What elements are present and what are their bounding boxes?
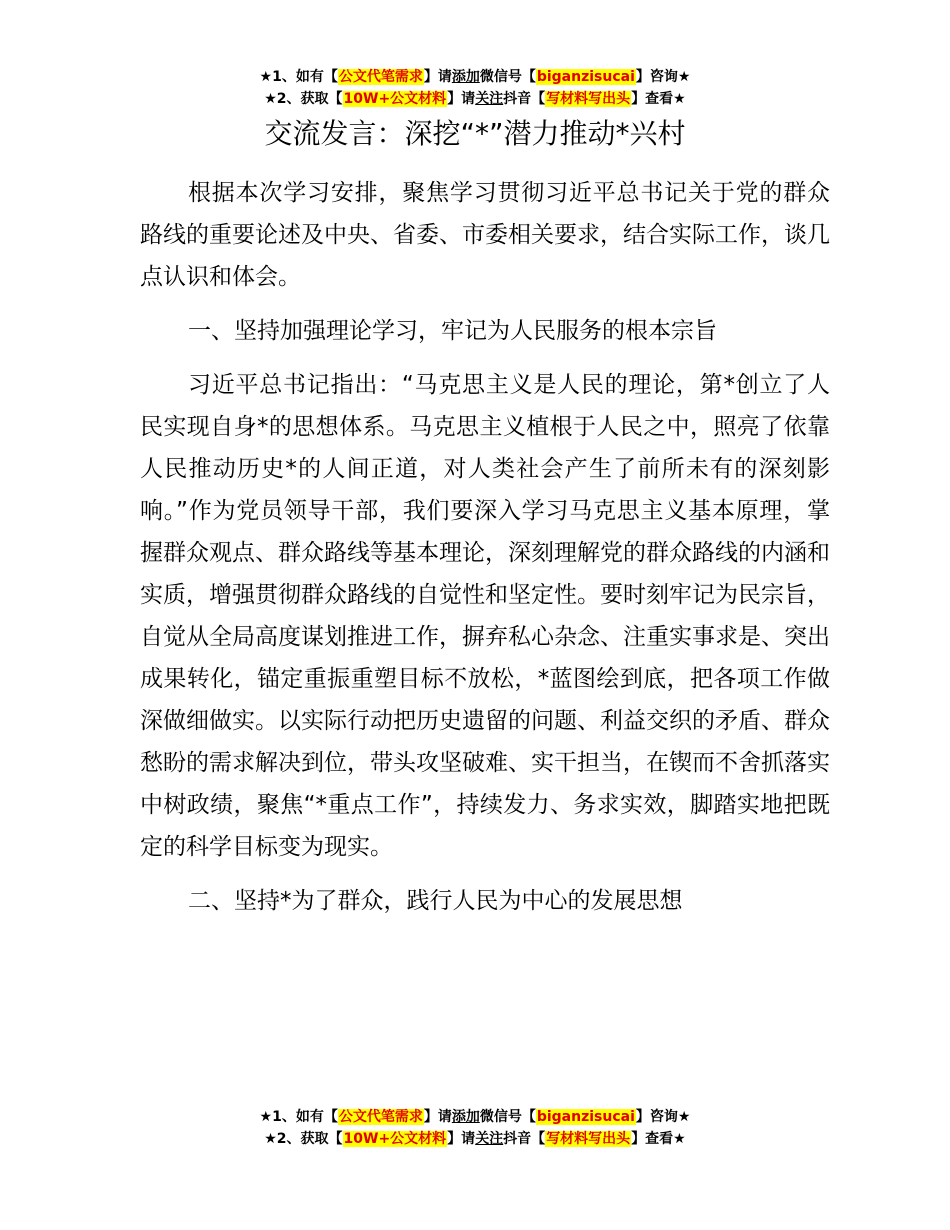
banner-line-2: ★2、获取【10W+公文材料】请关注抖音【写材料写出头】查看★ bbox=[264, 91, 686, 107]
document-body bbox=[140, 172, 830, 934]
highlight-service: 公文代笔需求 bbox=[338, 1109, 423, 1125]
footer-line-2: ★2、获取【10W+公文材料】请关注抖音【写材料写出头】查看★ bbox=[264, 1131, 686, 1147]
footer-line-1: ★1、如有【公文代笔需求】请添加微信号【biganzisucai】咨询★ bbox=[259, 1109, 691, 1125]
section-2-heading: 二、坚持*为了群众，践行人民为中心的发展思想 bbox=[188, 888, 683, 914]
highlight-service: 公文代笔需求 bbox=[338, 69, 423, 85]
document-title: 交流发言：深挖“*”潜力推动*兴村 bbox=[264, 117, 686, 150]
highlight-materials: 10W+公文材料 bbox=[343, 91, 447, 107]
highlight-douyin-account: 写材料写出头 bbox=[546, 1131, 631, 1147]
header-banner bbox=[0, 66, 950, 110]
footer-banner bbox=[0, 1106, 950, 1150]
section-1-heading: 一、坚持加强理论学习，牢记为人民服务的根本宗旨 bbox=[188, 318, 717, 344]
highlight-douyin-account: 写材料写出头 bbox=[546, 91, 631, 107]
highlight-wechat-id: biganzisucai bbox=[536, 69, 635, 85]
banner-line-1: ★1、如有【公文代笔需求】请添加微信号【biganzisucai】咨询★ bbox=[259, 69, 691, 85]
intro-paragraph: 根据本次学习安排，聚焦学习贯彻习近平总书记关于党的群众路线的重要论述及中央、省委、市委相关要求，结合实际工作，谈几点认识和体会。 bbox=[140, 180, 830, 290]
highlight-materials: 10W+公文材料 bbox=[343, 1131, 447, 1147]
section-1-paragraph: 习近平总书记指出：“马克思主义是人民的理论，第*创立了人民实现自身*的思想体系。马克思主义植根于人民之中，照亮了依靠人民推动历史*的人间正道，对人类社会产生了前所未有的深刻影响。”作为党员领导干部，我们要深入学习马克思主义基本原理，掌握群众观点、群众路线等基本理论，深刻理解党的群众路线的内涵和实质，增强贯彻群众路线的自觉性和坚定性。要时刻牢记为民宗旨，自觉从全局高度谋划推进工作，摒弃私心杂念、注重实事求是、突出成果转化，锚定重振重塑目标不放松，*蓝图绘到底，把各项工作做深做细做实。以实际行动把历史遗留的问题、利益交织的矛盾、群众愁盼的需求解决到位，带头攻坚破难、实干担当，在锲而不舍抓落实中树政绩，聚焦“*重点工作”，持续发力、务求实效，脚踏实地把既定的科学目标变为现实。 bbox=[140, 372, 830, 860]
highlight-wechat-id: biganzisucai bbox=[536, 1109, 635, 1125]
